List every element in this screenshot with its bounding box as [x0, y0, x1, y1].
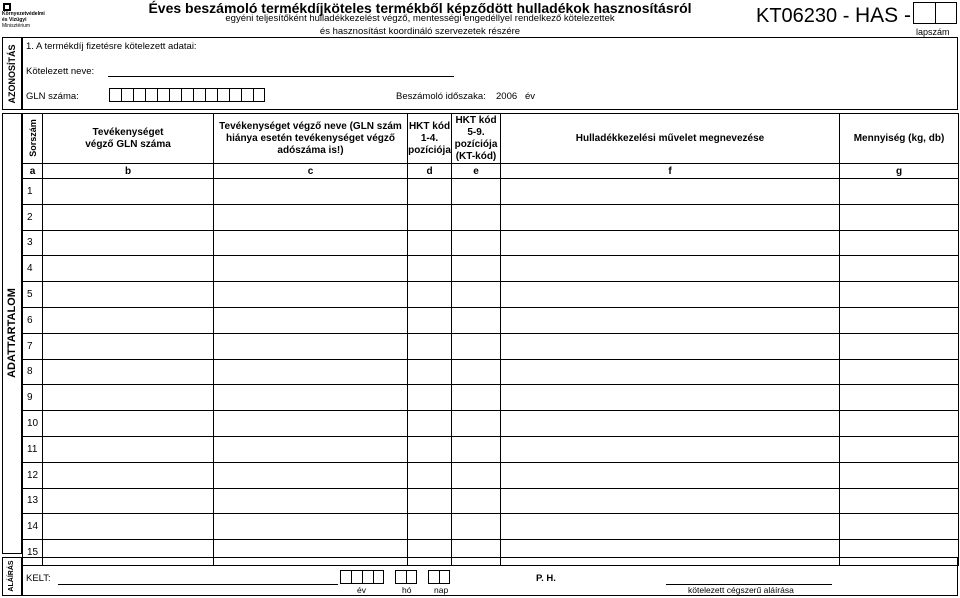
table-row	[23, 230, 959, 256]
table-cell-b[interactable]	[43, 204, 214, 230]
table-cell-g[interactable]	[840, 179, 959, 205]
col-header-a-text: Sorszám	[28, 119, 38, 157]
table-cell-f[interactable]	[501, 411, 840, 437]
table-row	[23, 333, 959, 359]
table-cell-d[interactable]	[408, 436, 452, 462]
table-row	[23, 411, 959, 437]
form-code-prefix: KT06230 -	[756, 5, 850, 27]
table-cell-c[interactable]	[214, 179, 408, 205]
page-subtitle-1: egyéni teljesítőként hulladékkezelést végző, mentességi engedéllyel rendelkező kötelezettek	[225, 13, 615, 24]
table-cell-c[interactable]	[214, 333, 408, 359]
table-cell-f[interactable]	[501, 385, 840, 411]
table-cell-d[interactable]	[408, 488, 452, 514]
table-cell-b[interactable]	[43, 333, 214, 359]
table-cell-c[interactable]	[214, 307, 408, 333]
table-cell-d[interactable]	[408, 307, 452, 333]
table-cell-e[interactable]	[452, 307, 501, 333]
table-cell-f[interactable]	[501, 436, 840, 462]
table-cell-b[interactable]	[43, 488, 214, 514]
table-row	[23, 282, 959, 308]
date-month-label: hó	[402, 585, 412, 595]
table-row	[23, 514, 959, 540]
signature-box	[22, 557, 958, 596]
table-cell-d[interactable]	[408, 514, 452, 540]
table-cell-e[interactable]	[452, 230, 501, 256]
signature-section-label: ALÁÍRÁS	[8, 560, 15, 592]
table-cell-c[interactable]	[214, 385, 408, 411]
table-cell-f[interactable]	[501, 333, 840, 359]
table-row	[23, 436, 959, 462]
table-cell-f[interactable]	[501, 282, 840, 308]
table-cell-d[interactable]	[408, 462, 452, 488]
table-row	[23, 462, 959, 488]
table-cell-d[interactable]	[408, 204, 452, 230]
stamp-label: P. H.	[536, 573, 556, 584]
page-number-cells[interactable]	[913, 2, 957, 24]
date-year-label: év	[357, 585, 366, 595]
table-cell-d[interactable]	[408, 256, 452, 282]
table-cell-g[interactable]	[840, 282, 959, 308]
col-letter-g: g	[840, 164, 959, 179]
table-cell-c[interactable]	[214, 514, 408, 540]
row-number: 5	[23, 282, 43, 308]
col-header-c: Tevékenységet végző neve (GLN szám hiánya esetén tevékenységet végző adószáma is!)	[214, 114, 408, 164]
col-header-b: Tevékenységet végző GLN száma	[43, 114, 214, 164]
page-title: Éves beszámoló termékdíjköteles termékből képződött hulladékok hasznosításról	[148, 0, 692, 16]
month-cells[interactable]	[395, 570, 417, 584]
table-cell-g[interactable]	[840, 436, 959, 462]
table-cell-f[interactable]	[501, 204, 840, 230]
row-number: 2	[23, 204, 43, 230]
table-cell-c[interactable]	[214, 204, 408, 230]
table-cell-b[interactable]	[43, 411, 214, 437]
table-row	[23, 204, 959, 230]
table-cell-e[interactable]	[452, 411, 501, 437]
row-number: 6	[23, 307, 43, 333]
table-cell-f[interactable]	[501, 514, 840, 540]
data-table	[22, 113, 959, 566]
day-cells[interactable]	[428, 570, 450, 584]
table-cell-f[interactable]	[501, 359, 840, 385]
table-cell-c[interactable]	[214, 282, 408, 308]
col-header-g: Mennyiség (kg, db)	[840, 114, 959, 164]
table-cell-e[interactable]	[452, 204, 501, 230]
row-number: 10	[23, 411, 43, 437]
row-number: 12	[23, 462, 43, 488]
table-cell-b[interactable]	[43, 514, 214, 540]
obliged-name-field[interactable]	[108, 75, 454, 77]
table-cell-d[interactable]	[408, 230, 452, 256]
table-cell-b[interactable]	[43, 436, 214, 462]
col-header-d: HKT kód 1-4. pozíciója	[408, 114, 452, 164]
col-letter-f: f	[501, 164, 840, 179]
table-cell-d[interactable]	[408, 282, 452, 308]
row-number: 13	[23, 488, 43, 514]
table-cell-f[interactable]	[501, 256, 840, 282]
table-cell-b[interactable]	[43, 385, 214, 411]
table-cell-g[interactable]	[840, 359, 959, 385]
table-cell-b[interactable]	[43, 230, 214, 256]
col-letter-e: e	[452, 164, 501, 179]
table-cell-e[interactable]	[452, 385, 501, 411]
table-cell-g[interactable]	[840, 488, 959, 514]
table-cell-g[interactable]	[840, 514, 959, 540]
row-number: 15	[23, 540, 43, 566]
page-number-label: lapszám	[916, 27, 950, 37]
col-header-f: Hulladékkezelési művelet megnevezése	[501, 114, 840, 164]
table-cell-g[interactable]	[840, 462, 959, 488]
table-row	[23, 307, 959, 333]
col-letter-b: b	[43, 164, 214, 179]
table-cell-f[interactable]	[501, 179, 840, 205]
table-cell-g[interactable]	[840, 204, 959, 230]
table-row	[23, 179, 959, 205]
table-cell-d[interactable]	[408, 179, 452, 205]
row-number: 14	[23, 514, 43, 540]
table-cell-e[interactable]	[452, 488, 501, 514]
table-cell-e[interactable]	[452, 282, 501, 308]
table-cell-e[interactable]	[452, 333, 501, 359]
page-subtitle-2: és hasznosítást koordináló szervezetek részére	[319, 26, 521, 37]
date-label: KELT:	[26, 573, 51, 584]
row-number: 8	[23, 359, 43, 385]
identification-intro: 1. A termékdíj fizetésre kötelezett adatai:	[26, 41, 197, 52]
table-cell-c[interactable]	[214, 436, 408, 462]
table-cell-c[interactable]	[214, 359, 408, 385]
table-cell-e[interactable]	[452, 179, 501, 205]
obliged-name-label: Kötelezett neve:	[26, 66, 95, 77]
table-cell-f[interactable]	[501, 230, 840, 256]
date-line	[58, 583, 338, 585]
col-letter-d: d	[408, 164, 452, 179]
table-cell-g[interactable]	[840, 256, 959, 282]
table-cell-c[interactable]	[214, 411, 408, 437]
col-letter-c: c	[214, 164, 408, 179]
table-row	[23, 359, 959, 385]
table-cell-f[interactable]	[501, 488, 840, 514]
table-cell-e[interactable]	[452, 436, 501, 462]
year-cells[interactable]	[340, 570, 384, 584]
table-cell-c[interactable]	[214, 462, 408, 488]
table-cell-f[interactable]	[501, 307, 840, 333]
table-header-row	[23, 114, 959, 164]
period-year-unit: év	[525, 91, 536, 102]
table-cell-d[interactable]	[408, 333, 452, 359]
table-cell-f[interactable]	[501, 462, 840, 488]
signature-caption: kötelezett cégszerű aláírása	[688, 585, 794, 595]
table-cell-g[interactable]	[840, 307, 959, 333]
table-cell-g[interactable]	[840, 333, 959, 359]
form-code	[756, 4, 911, 28]
row-number: 4	[23, 256, 43, 282]
ministry-logo	[2, 2, 64, 36]
table-row	[23, 385, 959, 411]
row-number: 3	[23, 230, 43, 256]
table-cell-d[interactable]	[408, 385, 452, 411]
table-cell-e[interactable]	[452, 462, 501, 488]
table-cell-d[interactable]	[408, 359, 452, 385]
table-cell-b[interactable]	[43, 462, 214, 488]
data-section-label: ADATTARTALOM	[6, 288, 18, 378]
table-cell-b[interactable]	[43, 282, 214, 308]
row-number: 9	[23, 385, 43, 411]
table-cell-c[interactable]	[214, 488, 408, 514]
col-letter-a: a	[23, 164, 43, 179]
table-cell-b[interactable]	[43, 256, 214, 282]
period-label: Beszámoló időszaka:	[396, 91, 486, 102]
table-cell-c[interactable]	[214, 230, 408, 256]
column-letter-row	[23, 164, 959, 179]
col-header-e: HKT kód 5-9. pozíciója (KT-kód)	[452, 114, 501, 164]
row-number: 7	[23, 333, 43, 359]
table-cell-b[interactable]	[43, 359, 214, 385]
table-cell-g[interactable]	[840, 230, 959, 256]
form-code-suffix: HAS -	[854, 4, 911, 27]
logo-text: Környezetvédelmi és Vízügyi Minisztérium	[2, 11, 45, 29]
col-header-a	[23, 114, 43, 164]
table-cell-b[interactable]	[43, 179, 214, 205]
table-row	[23, 488, 959, 514]
date-day-label: nap	[434, 585, 449, 595]
table-cell-g[interactable]	[840, 411, 959, 437]
gln-cells[interactable]	[109, 88, 265, 102]
table-cell-e[interactable]	[452, 256, 501, 282]
period-year: 2006	[496, 91, 518, 102]
table-row	[23, 256, 959, 282]
table-cell-g[interactable]	[840, 385, 959, 411]
identification-section-label: AZONOSÍTÁS	[7, 44, 17, 104]
table-cell-e[interactable]	[452, 514, 501, 540]
gln-label: GLN száma:	[26, 91, 79, 102]
table-cell-b[interactable]	[43, 307, 214, 333]
table-cell-c[interactable]	[214, 256, 408, 282]
row-number: 11	[23, 436, 43, 462]
row-number: 1	[23, 179, 43, 205]
table-cell-d[interactable]	[408, 411, 452, 437]
table-cell-e[interactable]	[452, 359, 501, 385]
